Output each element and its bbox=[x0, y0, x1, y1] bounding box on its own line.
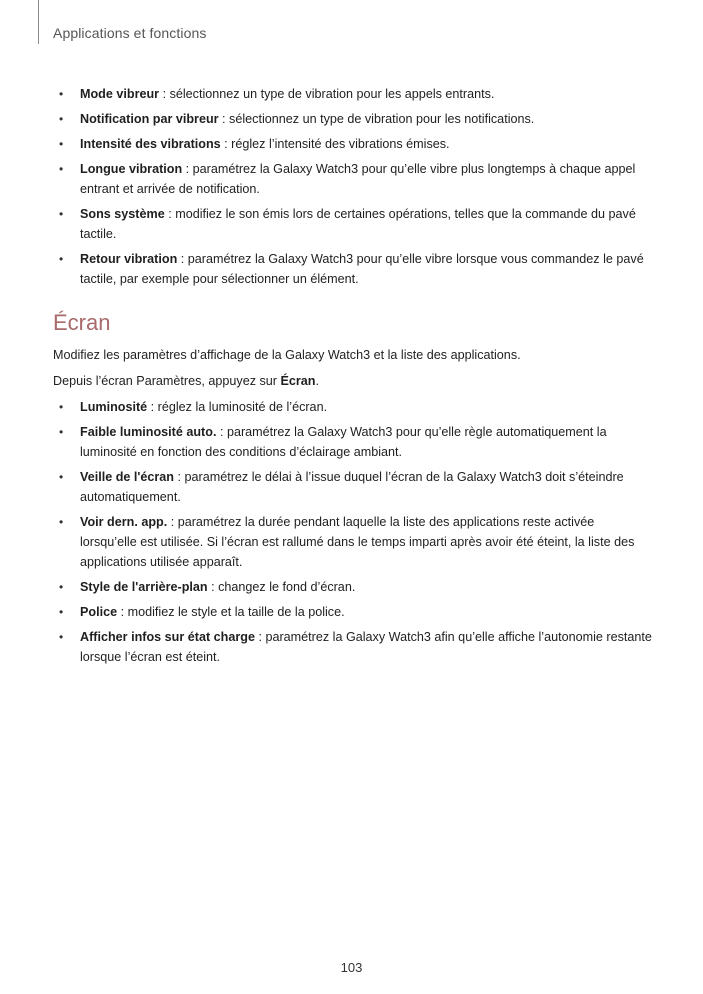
list-item-term: Mode vibreur bbox=[80, 87, 160, 101]
bullet-icon: • bbox=[59, 400, 64, 414]
instruction-prefix: Depuis l’écran Paramètres, appuyez sur bbox=[53, 374, 281, 388]
list-item-desc: : paramétrez la Galaxy Watch3 pour qu’elle vibre lorsque vous commandez le pavé tactile, par exemple pour sélectionner un élément. bbox=[80, 252, 644, 286]
bullet-icon: • bbox=[59, 162, 64, 176]
list-item-term: Notification par vibreur bbox=[80, 112, 219, 126]
list-item-desc: : paramétrez la Galaxy Watch3 afin qu’elle affiche l’autonomie restante lorsque l’écran est éteint. bbox=[80, 630, 652, 664]
bullet-icon: • bbox=[59, 252, 64, 266]
list-item bbox=[53, 249, 653, 289]
screen-settings-list bbox=[53, 397, 653, 672]
running-header: Applications et fonctions bbox=[53, 25, 207, 41]
list-item-term: Police bbox=[80, 605, 118, 619]
list-item-term: Luminosité bbox=[80, 400, 148, 414]
bullet-icon: • bbox=[59, 470, 64, 484]
list-item-desc: : sélectionnez un type de vibration pour les notifications. bbox=[218, 112, 535, 126]
list-item-desc: : modifiez le style et la taille de la police. bbox=[117, 605, 345, 619]
list-item bbox=[53, 627, 653, 667]
list-item-term: Voir dern. app. bbox=[80, 515, 168, 529]
bullet-icon: • bbox=[59, 425, 64, 439]
list-item-desc: : modifiez le son émis lors de certaines opérations, telles que la commande du pavé tactile. bbox=[80, 207, 636, 241]
section-instruction bbox=[53, 371, 319, 391]
list-item bbox=[53, 422, 653, 462]
list-item-term: Sons système bbox=[80, 207, 165, 221]
list-item-desc: : réglez la luminosité de l’écran. bbox=[147, 400, 328, 414]
list-item-term: Afficher infos sur état charge bbox=[80, 630, 255, 644]
list-item bbox=[53, 84, 653, 104]
list-item-desc: : paramétrez le délai à l’issue duquel l’écran de la Galaxy Watch3 doit s’éteindre automatiquement. bbox=[80, 470, 624, 504]
list-item-term: Intensité des vibrations bbox=[80, 137, 221, 151]
list-item-desc: : changez le fond d’écran. bbox=[207, 580, 356, 594]
list-item-desc: : réglez l’intensité des vibrations émises. bbox=[220, 137, 450, 151]
list-item-term: Longue vibration bbox=[80, 162, 183, 176]
list-item bbox=[53, 577, 653, 597]
list-item-term: Faible luminosité auto. bbox=[80, 425, 217, 439]
list-item-term: Retour vibration bbox=[80, 252, 178, 266]
list-item bbox=[53, 467, 653, 507]
bullet-icon: • bbox=[59, 630, 64, 644]
list-item bbox=[53, 204, 653, 244]
list-item bbox=[53, 109, 653, 129]
bullet-icon: • bbox=[59, 580, 64, 594]
vibration-settings-list bbox=[53, 84, 653, 294]
list-item-desc: : sélectionnez un type de vibration pour les appels entrants. bbox=[159, 87, 495, 101]
bullet-icon: • bbox=[59, 207, 64, 221]
page-number: 103 bbox=[340, 960, 363, 975]
bullet-icon: • bbox=[59, 112, 64, 126]
instruction-menu-name: Écran bbox=[280, 374, 316, 388]
list-item-desc: : paramétrez la Galaxy Watch3 pour qu’elle vibre plus longtemps à chaque appel entrant et arrivée de notification. bbox=[80, 162, 636, 196]
bullet-icon: • bbox=[59, 605, 64, 619]
section-intro: Modifiez les paramètres d’affichage de la Galaxy Watch3 et la liste des applications. bbox=[53, 348, 521, 362]
list-item bbox=[53, 602, 653, 622]
list-item bbox=[53, 159, 653, 199]
list-item bbox=[53, 397, 653, 417]
list-item-desc: : paramétrez la durée pendant laquelle la liste des applications reste activée lorsqu’elle est utilisée. Si l’écran est rallumé dans le temps imparti après avoir été éteint, la liste des applications utilisée apparaît. bbox=[80, 515, 635, 569]
list-item-term: Veille de l'écran bbox=[80, 470, 175, 484]
list-item-desc: : paramétrez la Galaxy Watch3 pour qu’elle règle automatiquement la luminosité en fonction des conditions d’éclairage ambiant. bbox=[80, 425, 607, 459]
list-item bbox=[53, 512, 653, 572]
header-divider bbox=[38, 0, 39, 44]
list-item bbox=[53, 134, 653, 154]
section-heading: Écran bbox=[53, 310, 111, 335]
instruction-suffix: . bbox=[315, 374, 320, 388]
list-item-term: Style de l'arrière-plan bbox=[80, 580, 208, 594]
bullet-icon: • bbox=[59, 515, 64, 529]
bullet-icon: • bbox=[59, 137, 64, 151]
bullet-icon: • bbox=[59, 87, 64, 101]
